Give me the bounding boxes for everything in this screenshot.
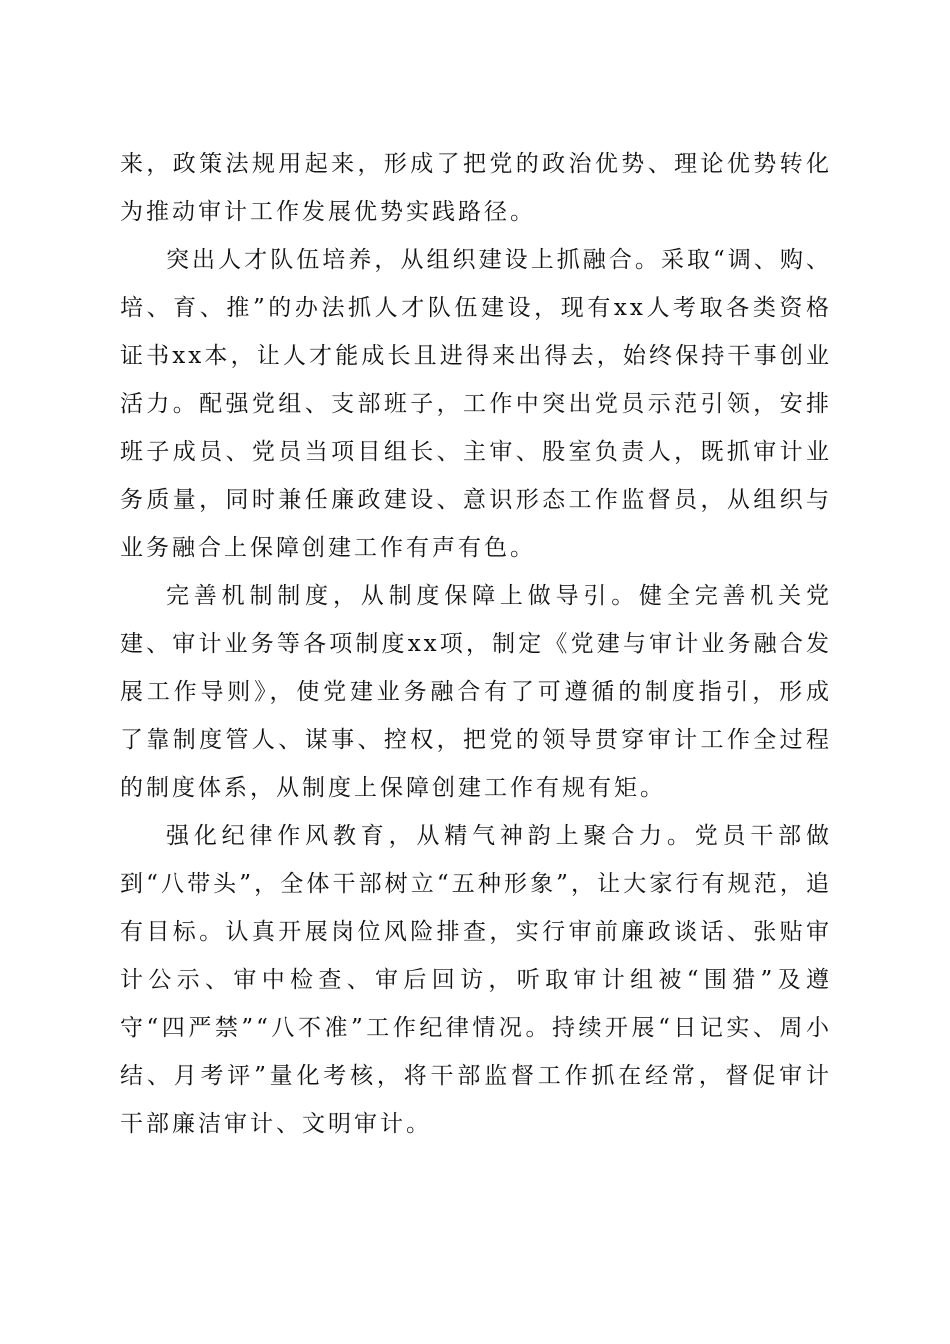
paragraph-continuation: 来，政策法规用起来，形成了把党的政治优势、理论优势转化为推动审计工作发展优势实践路径。: [120, 151, 832, 225]
paragraph-talent-team: 突出人才队伍培养，从组织建设上抓融合。采取“调、购、培、育、推”的办法抓人才队伍建设，现有xx人考取各类资格证书xx本，让人才能成长且进得来出得去，始终保持干事创业活力。配强党组、支部班子，工作中突出党员示范引领，安排班子成员、党员当项目组长、主审、股室负责人，既抓审计业务质量，同时兼任廉政建设、意识形态工作监督员，从组织与业务融合上保障创建工作有声有色。: [120, 247, 832, 561]
paragraph-discipline-style: 强化纪律作风教育，从精气神韵上聚合力。党员干部做到“八带头”，全体干部树立“五种形象”，让大家行有规范，追有目标。认真开展岗位风险排查，实行审前廉政谈话、张贴审计公示、审中检查、审后回访，听取审计组被“围猎”及遵守“四严禁”“八不准”工作纪律情况。持续开展“日记实、周小结、月考评”量化考核，将干部监督工作抓在经常，督促审计干部廉洁审计、文明审计。: [120, 823, 832, 1137]
paragraph-mechanism-system: 完善机制制度，从制度保障上做导引。健全完善机关党建、审计业务等各项制度xx项，制定《党建与审计业务融合发展工作导则》，使党建业务融合有了可遵循的制度指引，形成了靠制度管人、谋事、控权，把党的领导贯穿审计工作全过程的制度体系，从制度上保障创建工作有规有矩。: [120, 583, 832, 801]
document-body: [120, 140, 832, 1148]
